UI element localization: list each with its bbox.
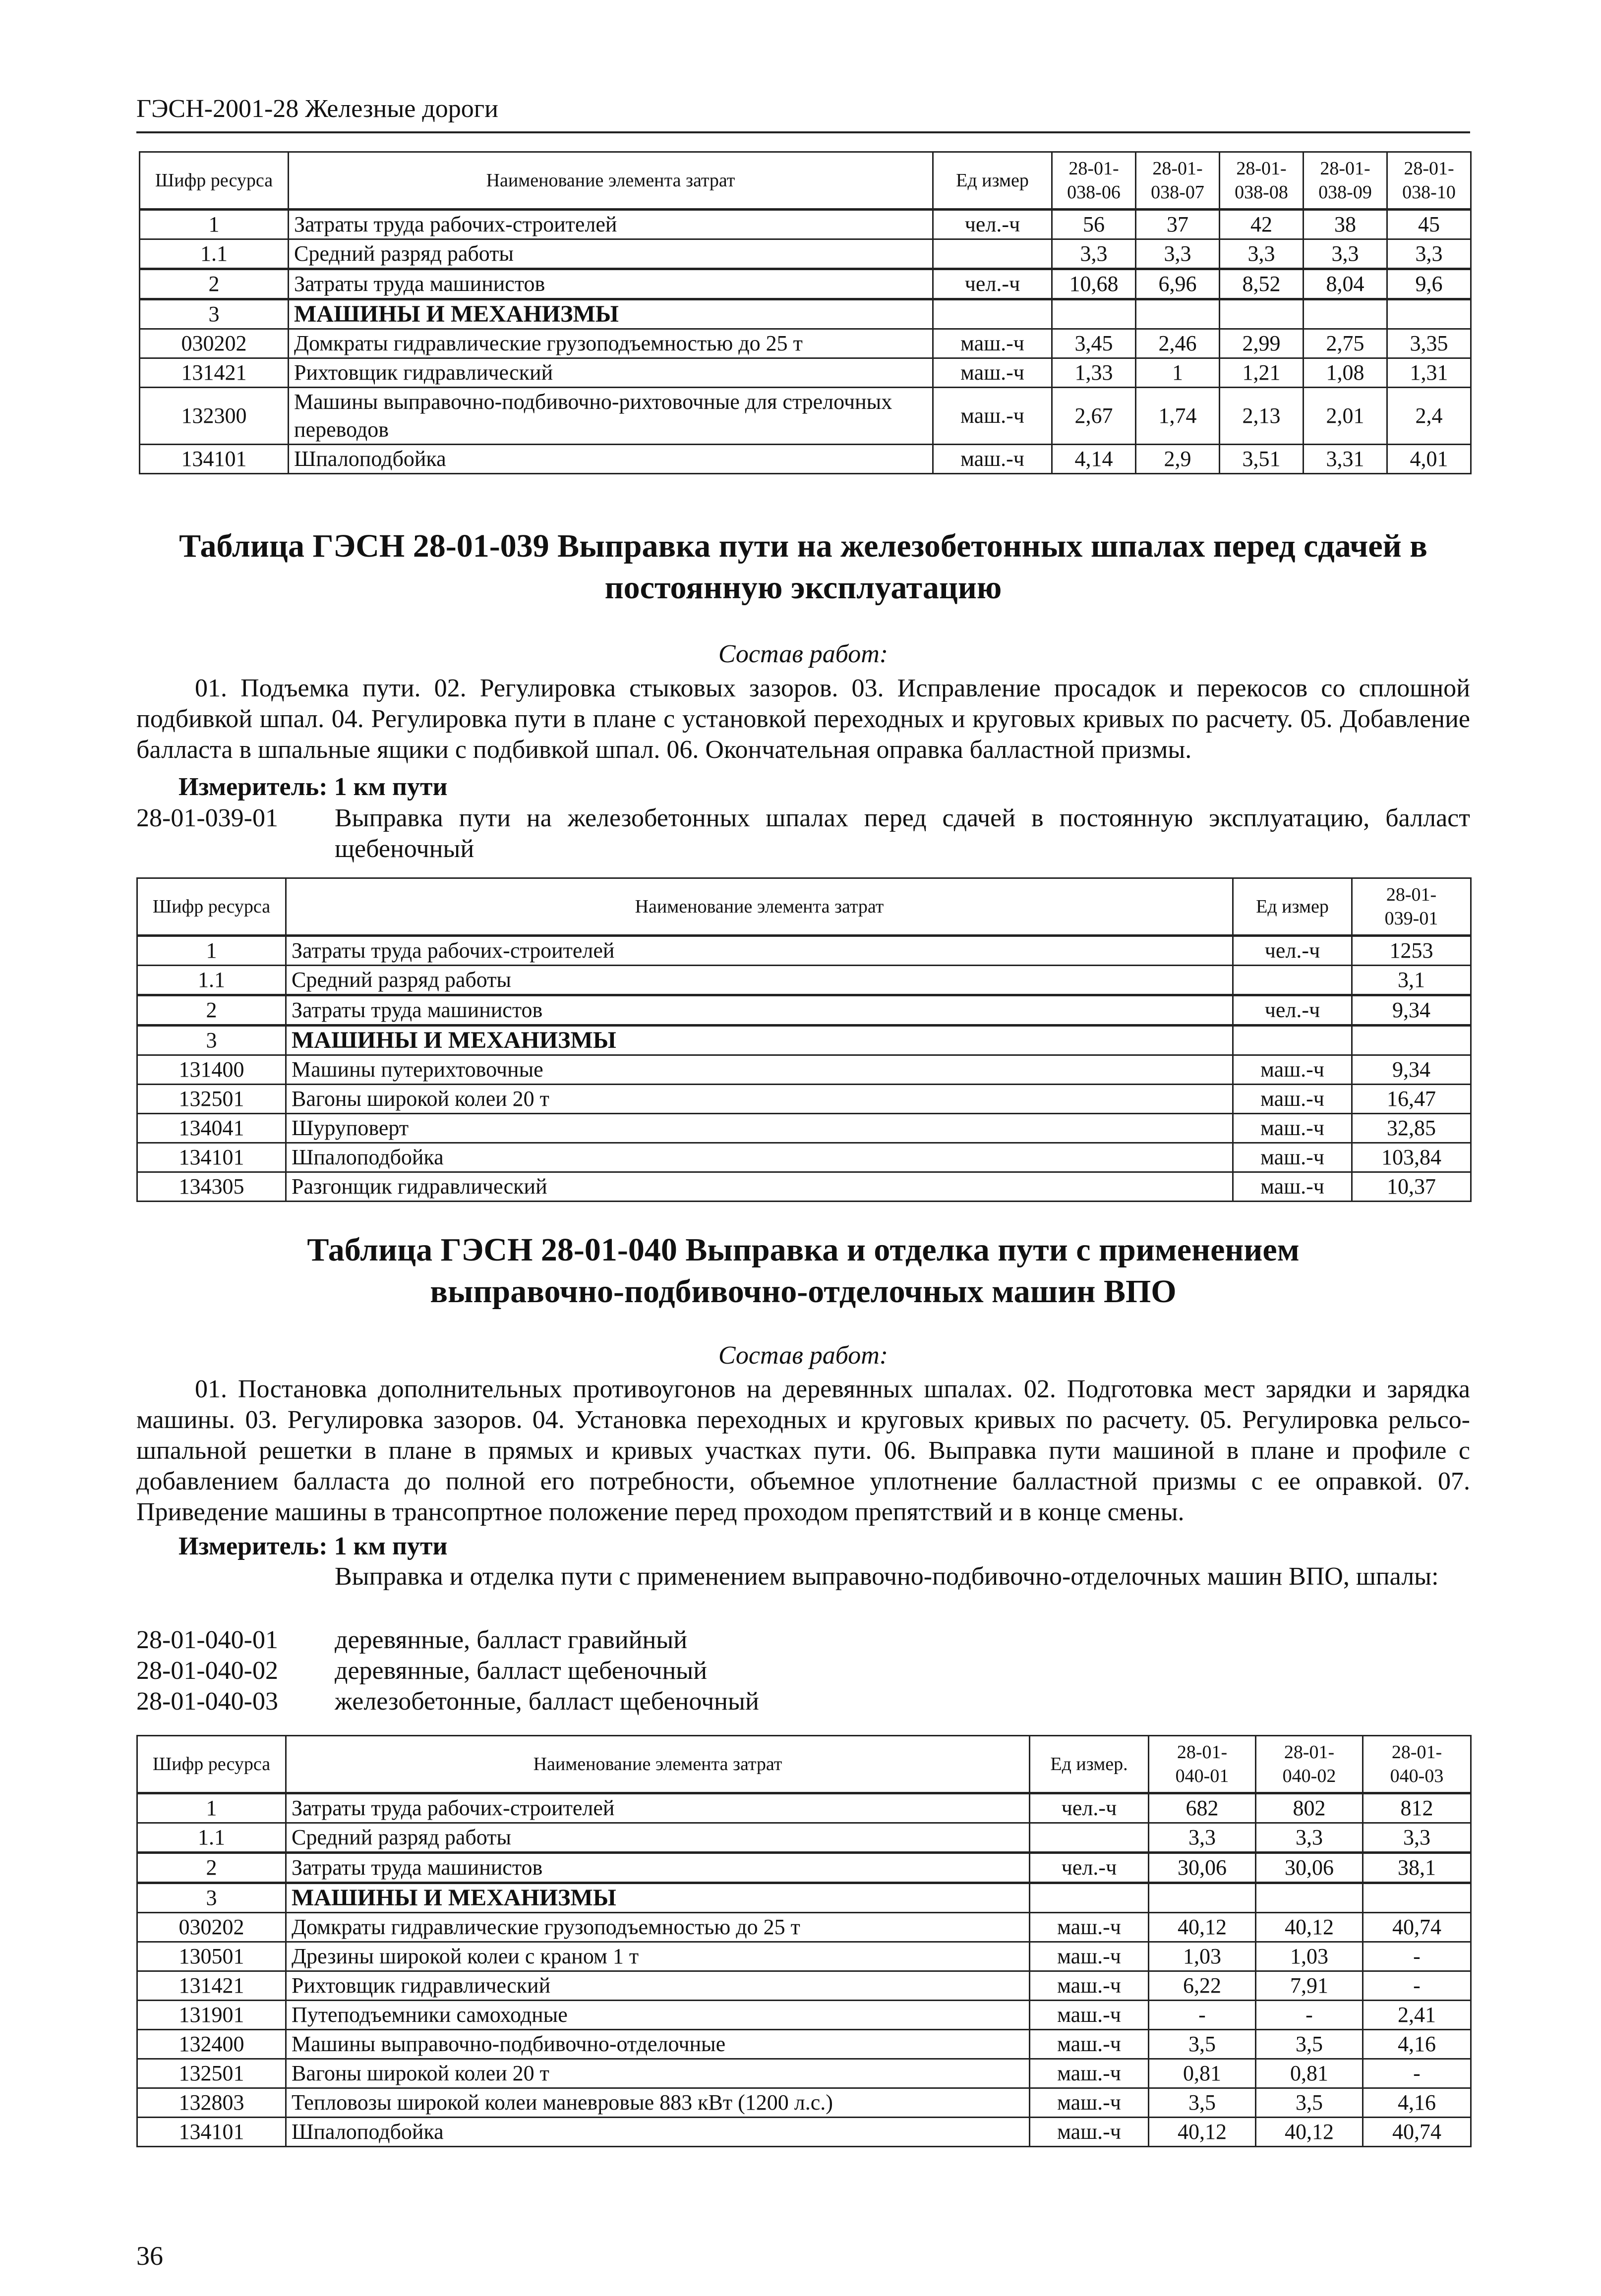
value-cell: 10,68: [1052, 269, 1136, 299]
value-cell: 4,14: [1052, 445, 1136, 474]
resource-code-cell: 132803: [137, 2088, 286, 2118]
value-cell: -: [1363, 2059, 1471, 2088]
unit-cell: маш.-ч: [1030, 1942, 1149, 1971]
value-cell: -: [1149, 2001, 1256, 2030]
cost-element-cell: Машины выправочно-подбивочно-отделочные: [286, 2030, 1030, 2059]
unit-cell: [1233, 966, 1352, 995]
cost-element-cell: Шпалоподбойка: [286, 1143, 1233, 1172]
value-cell: 0,81: [1256, 2059, 1363, 2088]
value-cell: 2,46: [1136, 329, 1220, 358]
value-cell: [1149, 1883, 1256, 1913]
value-cell: 3,3: [1256, 1823, 1363, 1853]
table-row: [137, 966, 1471, 995]
table-row: [137, 1913, 1471, 1942]
table-row: [137, 1085, 1471, 1114]
resource-code-cell: 131901: [137, 2001, 286, 2030]
unit-cell: чел.-ч: [1030, 1793, 1149, 1823]
resource-code-cell: 132501: [137, 1085, 286, 1114]
resource-description: деревянные, балласт щебеночный: [335, 1657, 708, 1685]
value-cell: [1363, 1883, 1471, 1913]
value-cell: 2,99: [1220, 329, 1304, 358]
cost-element-cell: Шуруповерт: [286, 1114, 1233, 1143]
resource-code-cell: 1: [140, 210, 289, 239]
column-header: 28-01- 038-07: [1136, 152, 1220, 210]
value-cell: 8,52: [1220, 269, 1304, 299]
column-header: Шифр ресурса: [137, 878, 286, 936]
unit-cell: маш.-ч: [933, 388, 1052, 445]
unit-cell: [933, 299, 1052, 329]
table-row: [140, 445, 1471, 474]
unit-cell: [1030, 1823, 1149, 1853]
resource-code-cell: 134305: [137, 1172, 286, 1202]
unit-cell: маш.-ч: [1030, 1913, 1149, 1942]
unit-cell: маш.-ч: [1030, 2001, 1149, 2030]
code-line-039-01: [136, 803, 1470, 864]
value-cell: 16,47: [1352, 1085, 1471, 1114]
resource-code-cell: 131400: [137, 1055, 286, 1085]
value-cell: 40,74: [1363, 2118, 1471, 2147]
cost-element-cell: Тепловозы широкой колеи маневровые 883 кВт (1200 л.с.): [286, 2088, 1030, 2118]
resource-code: 28-01-040-03: [136, 1687, 278, 1716]
unit-cell: чел.-ч: [933, 269, 1052, 299]
table-row: [137, 936, 1471, 966]
cost-element-cell: Затраты труда машинистов: [286, 995, 1233, 1026]
cost-element-cell: Домкраты гидравлические грузоподъемностью до 25 т: [289, 329, 933, 358]
unit-cell: маш.-ч: [933, 445, 1052, 474]
unit-cell: маш.-ч: [1030, 2059, 1149, 2088]
table-row: [137, 1971, 1471, 2001]
value-cell: 3,3: [1052, 239, 1136, 269]
value-cell: 38: [1304, 210, 1387, 239]
value-cell: 3,3: [1220, 239, 1304, 269]
table-row: [137, 1055, 1471, 1085]
value-cell: 40,12: [1149, 1913, 1256, 1942]
value-cell: 8,04: [1304, 269, 1387, 299]
unit-cell: [1233, 1026, 1352, 1055]
value-cell: 103,84: [1352, 1143, 1471, 1172]
table-header-row: [140, 152, 1471, 210]
value-cell: 4,01: [1387, 445, 1471, 474]
code-line: [136, 1656, 1470, 1686]
column-header: 28-01- 038-06: [1052, 152, 1136, 210]
value-cell: 1,74: [1136, 388, 1220, 445]
value-cell: [1387, 299, 1471, 329]
resource-code-cell: 030202: [137, 1913, 286, 1942]
column-header: Наименование элемента затрат: [289, 152, 933, 210]
resource-code-cell: 3: [137, 1883, 286, 1913]
resource-code-cell: 134101: [140, 445, 289, 474]
table-row: [137, 2030, 1471, 2059]
cost-element-cell: МАШИНЫ И МЕХАНИЗМЫ: [286, 1883, 1030, 1913]
unit-cell: маш.-ч: [1233, 1055, 1352, 1085]
resource-code-cell: 030202: [140, 329, 289, 358]
unit-cell: маш.-ч: [933, 358, 1052, 388]
value-cell: 1,31: [1387, 358, 1471, 388]
unit-cell: маш.-ч: [1030, 2030, 1149, 2059]
composition-label-039: Состав работ:: [718, 640, 889, 668]
value-cell: -: [1363, 1942, 1471, 1971]
resource-code-cell: 3: [137, 1026, 286, 1055]
value-cell: 3,3: [1136, 239, 1220, 269]
value-cell: 6,96: [1136, 269, 1220, 299]
value-cell: 2,41: [1363, 2001, 1471, 2030]
meter-040: Измеритель: 1 км пути: [178, 1532, 448, 1560]
value-cell: -: [1256, 2001, 1363, 2030]
unit-cell: маш.-ч: [1233, 1172, 1352, 1202]
cost-element-cell: Вагоны широкой колеи 20 т: [286, 2059, 1030, 2088]
table-row: [137, 1026, 1471, 1055]
value-cell: 4,16: [1363, 2088, 1471, 2118]
table-row: [137, 2088, 1471, 2118]
value-cell: 7,91: [1256, 1971, 1363, 2001]
value-cell: 3,5: [1149, 2088, 1256, 2118]
resource-code-cell: 130501: [137, 1942, 286, 1971]
column-header: Шифр ресурса: [137, 1736, 286, 1793]
table-row: [140, 358, 1471, 388]
table-row: [137, 1942, 1471, 1971]
value-cell: 812: [1363, 1793, 1471, 1823]
meter-039: Измеритель: 1 км пути: [178, 773, 448, 801]
intro-line-040: [136, 1561, 1470, 1623]
resource-code: 28-01-039-01: [136, 804, 278, 832]
resource-code-cell: 132400: [137, 2030, 286, 2059]
value-cell: 56: [1052, 210, 1136, 239]
unit-cell: маш.-ч: [1030, 2088, 1149, 2118]
unit-cell: маш.-ч: [1233, 1143, 1352, 1172]
resource-code-cell: 1.1: [137, 1823, 286, 1853]
value-cell: 45: [1387, 210, 1471, 239]
column-header: 28-01- 040-03: [1363, 1736, 1471, 1793]
cost-element-cell: Рихтовщик гидравлический: [286, 1971, 1030, 2001]
page-number: 36: [136, 2241, 163, 2271]
section-title-039: Таблица ГЭСН 28-01-039 Выправка пути на железобетонных шпалах перед сдачей в постоянную эксплуатацию: [179, 528, 1427, 606]
cost-element-cell: Затраты труда рабочих-строителей: [286, 936, 1233, 966]
table-row: [137, 1143, 1471, 1172]
resource-code-cell: 1: [137, 1793, 286, 1823]
value-cell: 3,5: [1149, 2030, 1256, 2059]
resource-code-cell: 134041: [137, 1114, 286, 1143]
resource-code-cell: 2: [140, 269, 289, 299]
value-cell: 1,03: [1149, 1942, 1256, 1971]
table-header-row: [137, 878, 1471, 936]
value-cell: 1,03: [1256, 1942, 1363, 1971]
running-header: ГЭСН-2001-28 Железные дороги: [136, 95, 498, 123]
table-row: [140, 210, 1471, 239]
value-cell: 802: [1256, 1793, 1363, 1823]
unit-cell: маш.-ч: [1233, 1114, 1352, 1143]
value-cell: 9,6: [1387, 269, 1471, 299]
cost-element-cell: Рихтовщик гидравлический: [289, 358, 933, 388]
value-cell: 2,75: [1304, 329, 1387, 358]
table-row: [140, 329, 1471, 358]
value-cell: 1,33: [1052, 358, 1136, 388]
cost-element-cell: Затраты труда машинистов: [289, 269, 933, 299]
column-header: Наименование элемента затрат: [286, 1736, 1030, 1793]
value-cell: 3,45: [1052, 329, 1136, 358]
value-cell: 3,3: [1304, 239, 1387, 269]
composition-text-040: 01. Постановка дополнительных противоугонов на деревянных шпалах. 02. Подготовка мест зарядки и зарядка машины. 03. Регулировка зазоров. 04. Установка переходных и круговых кривых по расчету. 05. Регулировка рельсо-шпальной решетки в плане в прямых и кривых участках пути. 06. Выправка пути машиной в плане и профиле с добавлением балласта до полной его потребности, объемное уплотнение балластной призмы с ее оправкой. 07. Приведение машины в трансопртное положение перед проходом препятствий и в конце смены.: [136, 1375, 1470, 1526]
value-cell: 1: [1136, 358, 1220, 388]
value-cell: 40,12: [1256, 1913, 1363, 1942]
table-row: [137, 2059, 1471, 2088]
value-cell: 2,67: [1052, 388, 1136, 445]
value-cell: [1220, 299, 1304, 329]
value-cell: [1304, 299, 1387, 329]
resource-code-cell: 132300: [140, 388, 289, 445]
column-header: 28-01- 040-01: [1149, 1736, 1256, 1793]
code-line: [136, 1686, 1470, 1717]
column-header: 28-01- 038-08: [1220, 152, 1304, 210]
value-cell: 3,3: [1149, 1823, 1256, 1853]
value-cell: 2,13: [1220, 388, 1304, 445]
value-cell: 3,31: [1304, 445, 1387, 474]
value-cell: 682: [1149, 1793, 1256, 1823]
resource-code-cell: 2: [137, 995, 286, 1026]
value-cell: 3,35: [1387, 329, 1471, 358]
value-cell: 6,22: [1149, 1971, 1256, 2001]
cost-element-cell: Средний разряд работы: [289, 239, 933, 269]
unit-cell: чел.-ч: [933, 210, 1052, 239]
value-cell: 3,51: [1220, 445, 1304, 474]
value-cell: 40,12: [1256, 2118, 1363, 2147]
table-row: [137, 1172, 1471, 1202]
column-header: Шифр ресурса: [140, 152, 289, 210]
cost-element-cell: Машины путерихтовочные: [286, 1055, 1233, 1085]
column-header: 28-01- 040-02: [1256, 1736, 1363, 1793]
cost-element-cell: Путеподъемники самоходные: [286, 2001, 1030, 2030]
cost-element-cell: МАШИНЫ И МЕХАНИЗМЫ: [289, 299, 933, 329]
value-cell: 42: [1220, 210, 1304, 239]
unit-cell: маш.-ч: [933, 329, 1052, 358]
unit-cell: маш.-ч: [1030, 1971, 1149, 2001]
value-cell: 30,06: [1149, 1853, 1256, 1883]
cost-element-cell: Затраты труда машинистов: [286, 1853, 1030, 1883]
table-row: [137, 995, 1471, 1026]
resource-table-038: [139, 151, 1472, 474]
cost-element-cell: МАШИНЫ И МЕХАНИЗМЫ: [286, 1026, 1233, 1055]
resource-code: 28-01-040-01: [136, 1626, 278, 1654]
resource-code-cell: 134101: [137, 1143, 286, 1172]
resource-table-039: [136, 877, 1472, 1202]
value-cell: 3,1: [1352, 966, 1471, 995]
column-header: Ед измер.: [1030, 1736, 1149, 1793]
unit-cell: чел.-ч: [1233, 995, 1352, 1026]
resource-code-cell: 131421: [137, 1971, 286, 2001]
value-cell: 9,34: [1352, 1055, 1471, 1085]
resource-description: деревянные, балласт гравийный: [335, 1626, 688, 1654]
value-cell: 3,3: [1387, 239, 1471, 269]
composition-label-040: Состав работ:: [718, 1341, 889, 1370]
value-cell: [1052, 299, 1136, 329]
resource-code-cell: 1: [137, 936, 286, 966]
resource-code-cell: 134101: [137, 2118, 286, 2147]
value-cell: 9,34: [1352, 995, 1471, 1026]
value-cell: 2,4: [1387, 388, 1471, 445]
resource-code-cell: 2: [137, 1853, 286, 1883]
table-row: [137, 2001, 1471, 2030]
unit-cell: чел.-ч: [1030, 1853, 1149, 1883]
table-row: [137, 2118, 1471, 2147]
value-cell: 37: [1136, 210, 1220, 239]
cost-element-cell: Шпалоподбойка: [286, 2118, 1030, 2147]
cost-element-cell: Вагоны широкой колеи 20 т: [286, 1085, 1233, 1114]
value-cell: [1256, 1883, 1363, 1913]
resource-code-cell: 1.1: [140, 239, 289, 269]
table-row: [140, 299, 1471, 329]
cost-element-cell: Дрезины широкой колеи с краном 1 т: [286, 1942, 1030, 1971]
value-cell: -: [1363, 1971, 1471, 2001]
column-header: 28-01- 038-10: [1387, 152, 1471, 210]
table-row: [140, 269, 1471, 299]
value-cell: 10,37: [1352, 1172, 1471, 1202]
code-line: [136, 1625, 1470, 1656]
value-cell: 3,5: [1256, 2030, 1363, 2059]
value-cell: 2,01: [1304, 388, 1387, 445]
resource-description: Выправка пути на железобетонных шпалах перед сдачей в постоянную эксплуатацию, балласт щебеночный: [335, 804, 1470, 863]
column-header: 28-01- 039-01: [1352, 878, 1471, 936]
cost-element-cell: Машины выправочно-подбивочно-рихтовочные для стрелочных переводов: [289, 388, 933, 445]
column-header: Ед измер: [1233, 878, 1352, 936]
section-title-040: Таблица ГЭСН 28-01-040 Выправка и отделка пути с применением выправочно-подбивочно-отделочных машин ВПО: [307, 1232, 1300, 1310]
resource-description: железобетонные, балласт щебеночный: [335, 1687, 759, 1716]
header-divider: [136, 131, 1470, 133]
intro-text: Выправка и отделка пути с применением выправочно-подбивочно-отделочных машин ВПО, шпалы:: [335, 1562, 1439, 1591]
table-row: [137, 1793, 1471, 1823]
table-row: [140, 388, 1471, 445]
table-row: [137, 1823, 1471, 1853]
value-cell: 30,06: [1256, 1853, 1363, 1883]
unit-cell: чел.-ч: [1233, 936, 1352, 966]
value-cell: 3,3: [1363, 1823, 1471, 1853]
resource-code-cell: 132501: [137, 2059, 286, 2088]
unit-cell: [1030, 1883, 1149, 1913]
unit-cell: [933, 239, 1052, 269]
table-row: [137, 1853, 1471, 1883]
resource-code-cell: 3: [140, 299, 289, 329]
cost-element-cell: Средний разряд работы: [286, 1823, 1030, 1853]
cost-element-cell: Домкраты гидравлические грузоподъемностью до 25 т: [286, 1913, 1030, 1942]
cost-element-cell: Средний разряд работы: [286, 966, 1233, 995]
value-cell: 1253: [1352, 936, 1471, 966]
column-header: Наименование элемента затрат: [286, 878, 1233, 936]
value-cell: [1352, 1026, 1471, 1055]
cost-element-cell: Затраты труда рабочих-строителей: [286, 1793, 1030, 1823]
resource-code: 28-01-040-02: [136, 1657, 278, 1685]
value-cell: [1136, 299, 1220, 329]
resource-table-040: [136, 1735, 1472, 2147]
cost-element-cell: Разгонщик гидравлический: [286, 1172, 1233, 1202]
value-cell: 2,9: [1136, 445, 1220, 474]
table-row: [137, 1114, 1471, 1143]
value-cell: 32,85: [1352, 1114, 1471, 1143]
resource-code-cell: 1.1: [137, 966, 286, 995]
table-row: [137, 1883, 1471, 1913]
resource-code-cell: 131421: [140, 358, 289, 388]
value-cell: 3,5: [1256, 2088, 1363, 2118]
column-header: 28-01- 038-09: [1304, 152, 1387, 210]
value-cell: 1,21: [1220, 358, 1304, 388]
cost-element-cell: Затраты труда рабочих-строителей: [289, 210, 933, 239]
composition-text-039: 01. Подъемка пути. 02. Регулировка стыковых зазоров. 03. Исправление просадок и перекосов со сплошной подбивкой шпал. 04. Регулировка пути в плане с установкой переходных и круговых кривых по расчету. 05. Добавление балласта в шпальные ящики с подбивкой шпал. 06. Окончательная оправка балластной призмы.: [136, 674, 1470, 764]
value-cell: 0,81: [1149, 2059, 1256, 2088]
value-cell: 4,16: [1363, 2030, 1471, 2059]
value-cell: 40,12: [1149, 2118, 1256, 2147]
value-cell: 1,08: [1304, 358, 1387, 388]
unit-cell: маш.-ч: [1233, 1085, 1352, 1114]
value-cell: 40,74: [1363, 1913, 1471, 1942]
column-header: Ед измер: [933, 152, 1052, 210]
value-cell: 38,1: [1363, 1853, 1471, 1883]
table-row: [140, 239, 1471, 269]
table-header-row: [137, 1736, 1471, 1793]
unit-cell: маш.-ч: [1030, 2118, 1149, 2147]
cost-element-cell: Шпалоподбойка: [289, 445, 933, 474]
